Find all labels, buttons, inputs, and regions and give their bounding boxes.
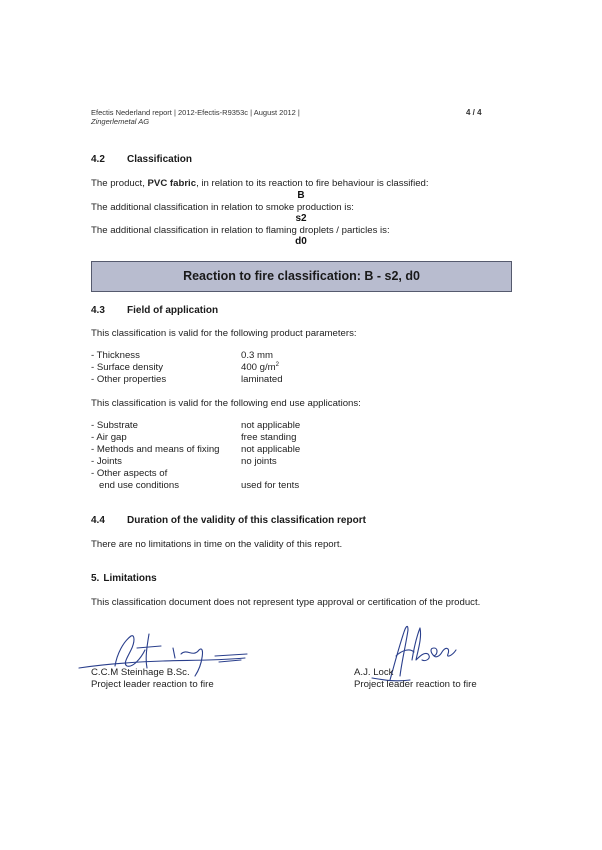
use-label: - Joints: [91, 456, 122, 467]
report-reference: Efectis Nederland report | 2012-Efectis-R9353c | August 2012 |: [91, 108, 300, 117]
param-value-wrap: [241, 362, 279, 374]
use-label: - Substrate: [91, 420, 138, 431]
use-label: - Methods and means of fixing: [91, 444, 220, 455]
end-use-intro: This classification is valid for the following end use applications:: [91, 398, 361, 409]
validity-text: There are no limitations in time on the validity of this report.: [91, 539, 343, 550]
signatory-1-name: C.C.M Steinhage B.Sc.: [91, 667, 190, 678]
use-value: used for tents: [241, 480, 300, 491]
section-title: Field of application: [127, 305, 219, 316]
limitations-text: This classification document does not represent type approval or certification of the product.: [91, 597, 481, 608]
section-title: Limitations: [103, 573, 157, 584]
unit-superscript: 2: [275, 362, 280, 368]
section-number: 4.2: [91, 154, 105, 165]
signatory-2-role: Project leader reaction to fire: [354, 679, 477, 690]
classification-box: [91, 261, 512, 292]
signatory-2-name: A.J. Lock: [354, 667, 394, 678]
section-title: Classification: [127, 154, 193, 165]
section-title: Duration of the validity of this classification report: [127, 515, 366, 526]
classification-box-label: Reaction to fire classification: B - s2, d0: [183, 269, 420, 283]
param-label: - Other properties: [91, 374, 167, 385]
use-value: not applicable: [241, 444, 301, 455]
droplets-statement: The additional classification in relation to flaming droplets / particles is:: [91, 225, 390, 236]
product-parameters-intro: This classification is valid for the following product parameters:: [91, 328, 357, 339]
client-name: Zingerlemetal AG: [91, 117, 150, 126]
section-4-3-heading: [91, 305, 218, 316]
product-name: PVC fabric: [147, 178, 197, 189]
param-label: - Surface density: [91, 362, 163, 373]
use-label: end use conditions: [91, 480, 180, 491]
page-number: 4 / 4: [466, 108, 482, 117]
param-label: - Thickness: [91, 350, 140, 361]
statement-prefix: The product,: [91, 178, 148, 189]
use-value: not applicable: [241, 420, 301, 431]
use-label: - Air gap: [91, 432, 127, 443]
use-value: no joints: [241, 456, 277, 467]
section-number: 4.3: [91, 305, 105, 316]
signatory-1-role: Project leader reaction to fire: [91, 679, 214, 690]
use-label: - Other aspects of: [91, 468, 168, 479]
statement-suffix: , in relation to its reaction to fire behaviour is classified:: [196, 178, 429, 189]
classification-statement: [91, 178, 429, 189]
section-number: 4.4: [91, 515, 105, 526]
droplets-class-value: d0: [295, 236, 307, 247]
section-4-2-heading: [91, 154, 192, 165]
fire-class-value: B: [297, 190, 305, 201]
section-number: 5.: [91, 573, 100, 584]
smoke-class-value: s2: [295, 213, 307, 224]
param-value: laminated: [241, 374, 283, 385]
param-value: 400 g/m: [241, 362, 276, 373]
section-5-heading: [91, 573, 157, 584]
param-value: 0.3 mm: [241, 350, 273, 361]
use-value: free standing: [241, 432, 297, 443]
smoke-statement: The additional classification in relation to smoke production is:: [91, 202, 354, 213]
section-4-4-heading: [91, 515, 366, 526]
